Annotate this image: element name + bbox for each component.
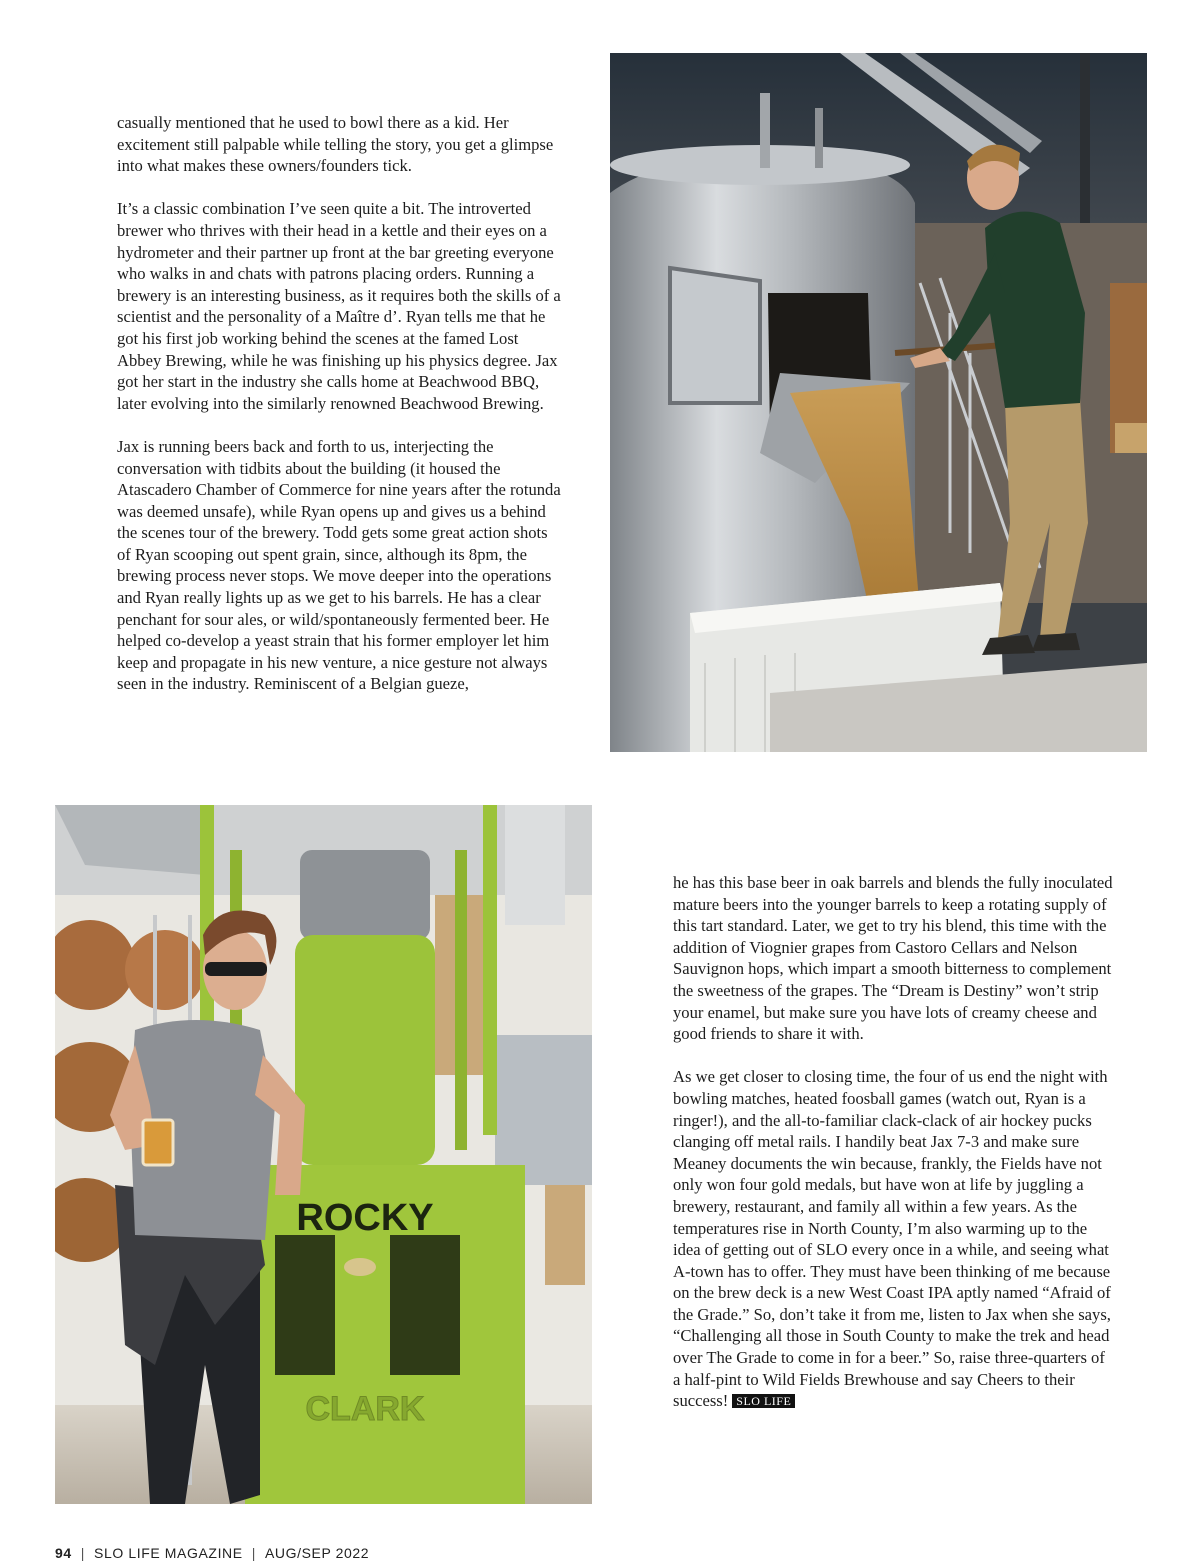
jax-forklift-photo <box>55 805 592 1504</box>
article-paragraph: he has this base beer in oak barrels and blends the fully inoculated mature beers into the younger barrels to keep a rotating supply of this tart standard. Later, we get to try his blend, this time with the addition of Viognier grapes from Castoro Cellars and Nelson Sauvignon hops, which impart a smooth bitterness to complement the sweetness of the grapes. The “Dream is Destiny” won’t strip your enamel, but make sure you have lots of creamy cheese and good friends to share it with. <box>673 873 1113 1044</box>
article-paragraph: Jax is running beers back and forth to us, interjecting the conversation with tidbits about the building (it housed the Atascadero Chamber of Commerce for nine years after the rotunda was deemed unsafe), while Ryan opens up and gives us a behind the scenes tour of the brewery. Todd gets some great action shots of Ryan scooping out spent grain, since, although its 8pm, the brewing process never stops. We move deeper into the operations and Ryan really lights up as we get to his barrels. He has a clear penchant for sour ales, or wild/spontaneously fermented beer. He helped co-develop a yeast strain that his former employer let him keep and propagate in his new venture, a nice gesture not always seen in the industry. Reminiscent of a Belgian gueze, <box>117 436 561 694</box>
brewer-shoveling-grain-photo <box>610 53 1147 752</box>
page-number: 94 <box>55 1545 72 1561</box>
end-mark: SLO LIFE <box>732 1394 795 1408</box>
article-paragraph: casually mentioned that he used to bowl there as a kid. Her excitement still palpable while telling the story, you get a glimpse into what makes these owners/founders tick. <box>117 113 554 176</box>
article-paragraph-final <box>673 1066 1113 1412</box>
issue-date: AUG/SEP 2022 <box>264 1545 370 1561</box>
footer-divider: | <box>80 1545 86 1561</box>
page-footer <box>55 1545 369 1561</box>
footer-divider: | <box>251 1545 256 1561</box>
forklift-brand: CLARK <box>305 1390 425 1428</box>
article-column-right <box>673 872 1113 1412</box>
magazine-name: SLO LIFE MAGAZINE <box>94 1545 243 1561</box>
forklift-nameplate: ROCKY <box>296 1197 434 1239</box>
article-paragraph: It’s a classic combination I’ve seen quite a bit. The introverted brewer who thrives with their head in a kettle and their eyes on a hydrometer and their partner up front at the bar greeting everyone who walks in and chats with patrons placing orders. Running a brewery is an interesting business, as it requires both the skills of a scientist and the personality of a Maître d’. Ryan tells me that he got his first job working behind the scenes at the famed Lost Abbey Brewing, while he was finishing up his physics degree. Jax got her start in the industry she calls home at Beachwood BBQ, later evolving into the similarly renowned Beachwood Brewing. <box>117 199 561 413</box>
article-column-left <box>117 112 563 695</box>
article-paragraph-text: As we get closer to closing time, the four of us end the night with bowling matches, heated foosball games (watch out, Ryan is a ringer!), and the all-to-familiar clack-clack of air hockey pucks clanging off metal rails. I handily beat Jax 7-3 and make sure Meaney documents the win because, frankly, the Fields have not only won four gold medals, but have won at life by juggling a brewery, restaurant, and family all within a few years. As the temperatures rise in North County, I’m also warming up to the idea of getting out of SLO every once in a while, and seeing what A-town has to offer. They must have been thinking of me because on the brew deck is a new West Coast IPA aptly named “Afraid of the Grade.” So, don’t take it from me, listen to Jax when she says, “Challenging all those in South County to make the trek and head over The Grade to come in for a beer.” So, raise three-quarters of a half-pint to Wild Fields Brewhouse and say Cheers to their success! <box>673 1067 1111 1411</box>
